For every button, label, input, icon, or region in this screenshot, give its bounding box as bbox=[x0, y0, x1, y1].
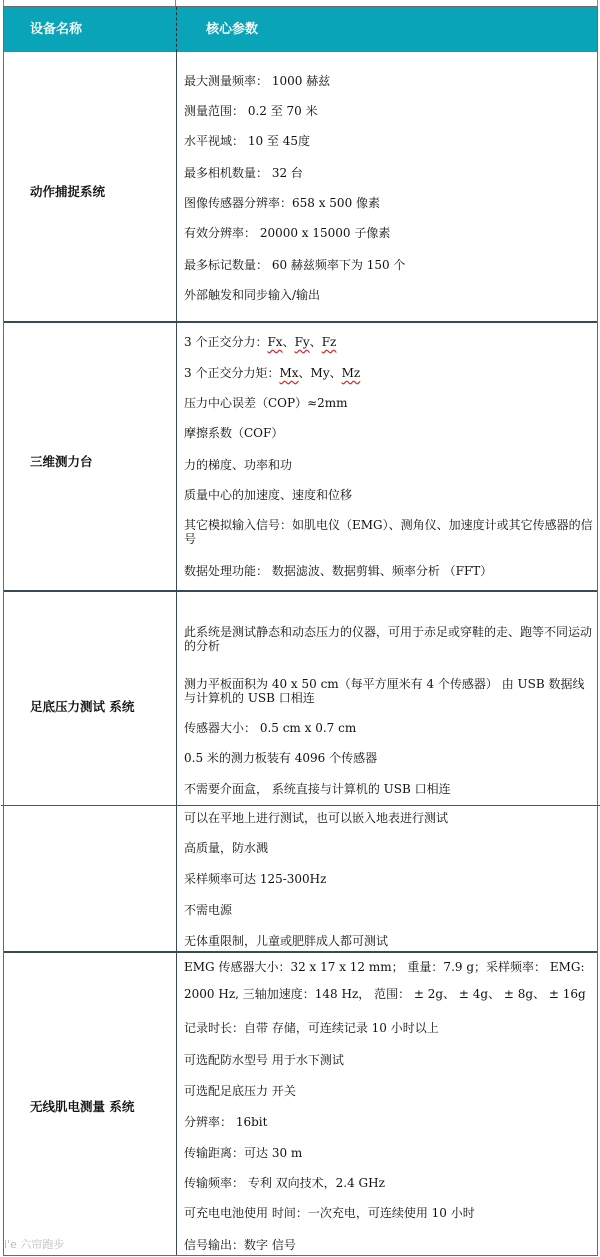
device-name-force-plate: 三维测力台 bbox=[30, 454, 93, 469]
watermark: i'e 六帘跑步 bbox=[4, 1238, 65, 1251]
param-item: 不需要介面盒， 系统直接与计算机的 USB 口相连 bbox=[184, 782, 451, 796]
row-divider bbox=[4, 951, 597, 953]
column-separator bbox=[176, 52, 177, 1255]
param-item: 信号输出：数字 信号 bbox=[184, 1238, 296, 1252]
param-item: 压力中心误差（COP）≈2mm bbox=[184, 396, 348, 410]
param-moments bbox=[184, 366, 594, 380]
header-core-params: 核心参数 bbox=[206, 22, 259, 37]
header-device-name: 设备名称 bbox=[30, 22, 83, 37]
param-item: 最多标记数量： 60 赫兹频率下为 150 个 bbox=[184, 258, 406, 272]
param-item: 最大测量频率： 1000 赫兹 bbox=[184, 74, 331, 88]
header-divider bbox=[176, 7, 177, 52]
param-item: 测力平板面积为 40 x 50 cm（每平方厘米有 4 个传感器） 由 USB 数据线与计算机的 USB 口相连 bbox=[184, 677, 585, 705]
param-moments-prefix: 3 个正交分力矩： bbox=[184, 366, 280, 380]
param-item: 质量中心的加速度、速度和位移 bbox=[184, 488, 353, 502]
param-item: 摩擦系数（COF） bbox=[184, 426, 284, 440]
force-fz: Fz bbox=[321, 335, 337, 349]
parameter-table bbox=[3, 6, 598, 1256]
param-item: 最多相机数量： 32 台 bbox=[184, 166, 303, 180]
param-item: 0.5 米的测力板装有 4096 个传感器 bbox=[184, 751, 378, 765]
param-item: 2000 Hz, 三轴加速度：148 Hz， 范围： ± 2g、 ± 4g、 ± 8g、 ± 16g bbox=[184, 987, 586, 1001]
param-item: 传感器大小： 0.5 cm x 0.7 cm bbox=[184, 721, 357, 735]
moment-my: My bbox=[310, 366, 330, 380]
param-item: 力的梯度、功率和功 bbox=[184, 458, 293, 472]
param-item: 其它模拟输入信号：如肌电仪（EMG）、测角仪、加速度计或其它传感器的信号 bbox=[184, 518, 593, 546]
param-item: 高质量，防水溅 bbox=[184, 841, 269, 855]
param-item: 可以在平地上进行测试，也可以嵌入地表进行测试 bbox=[184, 811, 449, 825]
row-divider bbox=[4, 321, 597, 323]
param-item: 测量范围： 0.2 至 70 米 bbox=[184, 104, 318, 118]
force-fy: Fy bbox=[294, 335, 310, 349]
param-item: 数据处理功能： 数据滤波、数据剪辑、频率分析 （FFT） bbox=[184, 564, 493, 578]
row-divider bbox=[4, 590, 597, 592]
page-break-line bbox=[1, 805, 600, 806]
separator: 、 bbox=[282, 335, 295, 349]
param-item: 有效分辨率： 20000 x 15000 子像素 bbox=[184, 226, 391, 240]
separator: 、 bbox=[329, 366, 342, 380]
moment-mz: Mz bbox=[341, 366, 361, 380]
device-name-wireless-emg: 无线肌电测量 系统 bbox=[30, 1099, 135, 1114]
param-item: 外部触发和同步输入/输出 bbox=[184, 288, 321, 302]
param-item: 传输距离：可达 30 m bbox=[184, 1146, 303, 1160]
param-item: 可充电电池使用 时间：一次充电，可连续使用 10 小时 bbox=[184, 1206, 475, 1220]
param-item: 图像传感器分辨率：658 x 500 像素 bbox=[184, 196, 381, 210]
param-item: 传输频率： 专利 双向技术，2.4 GHz bbox=[184, 1176, 385, 1190]
device-name-motion-capture: 动作捕捉系统 bbox=[30, 184, 106, 199]
device-name-plantar-pressure: 足底压力测试 系统 bbox=[30, 699, 135, 714]
moment-mx: Mx bbox=[279, 366, 299, 380]
param-forces-prefix: 3 个正交分力： bbox=[184, 335, 268, 349]
separator: 、 bbox=[309, 335, 322, 349]
param-item: EMG 传感器大小：32 x 17 x 12 mm； 重量：7.9 g；采样频率： EMG: bbox=[184, 960, 585, 974]
separator: 、 bbox=[298, 366, 311, 380]
param-item: 可选配防水型号 用于水下测试 bbox=[184, 1053, 344, 1067]
param-item: 可选配足底压力 开关 bbox=[184, 1084, 296, 1098]
param-item: 不需电源 bbox=[184, 903, 233, 917]
param-item: 无体重限制，儿童或肥胖成人都可测试 bbox=[184, 934, 389, 948]
force-fx: Fx bbox=[267, 335, 283, 349]
param-forces bbox=[184, 335, 594, 349]
param-item: 分辨率： 16bit bbox=[184, 1115, 268, 1129]
param-item: 记录时长：自带 存储，可连续记录 10 小时以上 bbox=[184, 1021, 439, 1035]
param-item: 此系统是测试静态和动态压力的仪器，可用于赤足或穿鞋的走、跑等不同运动的分析 bbox=[184, 625, 593, 653]
table-header bbox=[4, 7, 597, 52]
param-item: 采样频率可达 125-300Hz bbox=[184, 872, 327, 886]
param-item: 水平视域： 10 至 45度 bbox=[184, 134, 310, 148]
